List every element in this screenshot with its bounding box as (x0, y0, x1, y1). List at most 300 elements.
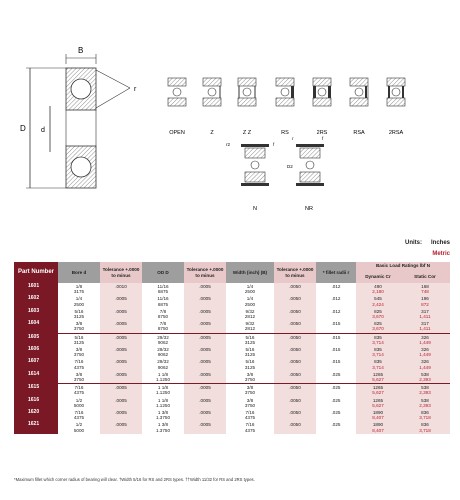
cell-od-inch: 7/8 (159, 321, 167, 327)
cell-dynamic (356, 295, 400, 307)
cell-od (142, 397, 184, 409)
cell-tol-od: .0005 (184, 333, 226, 346)
cell-bore (58, 384, 100, 397)
cell-static-inch: 196 (421, 296, 429, 302)
cell-bore (58, 283, 100, 295)
cell-tol-od: .0005 (184, 409, 226, 421)
cell-width-inch: 7/16 (245, 410, 255, 416)
cell-bore-inch: 7/16 (74, 385, 84, 391)
cell-dynamic (356, 397, 400, 409)
cell-static-inch: 326 (421, 334, 429, 340)
seal-label-rsa: RSA (353, 130, 365, 136)
cell-od (142, 283, 184, 295)
cell-width-metric: 3750 (244, 390, 256, 396)
table-row (14, 358, 450, 370)
seal-label-2rs: 2RS (316, 130, 328, 136)
table-row (14, 283, 450, 295)
cell-bore-inch: 7/16 (74, 410, 84, 416)
dim-r-label: r (134, 86, 137, 93)
cell-tol-bore: .0005 (100, 333, 142, 346)
cell-static (400, 397, 450, 409)
col-bore: Bore d (58, 262, 100, 283)
seal-z (203, 78, 221, 106)
cell-part: 1605 (14, 333, 58, 346)
cell-width (226, 384, 274, 397)
col-part: Part Number (14, 262, 58, 283)
cell-static (400, 409, 450, 421)
cell-fillet: .025 (316, 384, 356, 397)
cell-bore (58, 358, 100, 370)
cell-bore (58, 333, 100, 346)
cell-dynamic (356, 421, 400, 433)
cell-dynamic-inch: 545 (374, 296, 382, 302)
cell-part: 1604 (14, 320, 58, 333)
cell-tol-bore: .0005 (100, 384, 142, 397)
cell-bore-inch: 3/8 (75, 371, 83, 377)
cell-static-inch: 538 (421, 385, 429, 391)
cell-part: 1615 (14, 384, 58, 397)
cell-static-metric: 3,718 (419, 415, 431, 421)
cell-width-metric: 2812 (244, 314, 256, 320)
cell-width-metric: 2812 (244, 326, 256, 332)
cell-tol-od: .0005 (184, 295, 226, 307)
cell-dynamic (356, 283, 400, 295)
cell-tol-width: .0050 (274, 397, 316, 409)
cell-od-metric: 6875 (157, 301, 169, 307)
cell-bore (58, 346, 100, 358)
cell-dynamic-metric: 5,627 (372, 390, 384, 396)
table-row (14, 295, 450, 307)
nr-r-label: r (292, 136, 294, 141)
cell-fillet: .015 (331, 359, 341, 365)
cell-tol-od: .0005 (184, 421, 226, 433)
cell-tol-od: .0005 (184, 384, 226, 397)
cell-od-inch: 1 3/8 (157, 422, 169, 428)
cell-dynamic-metric: 3,714 (372, 364, 384, 370)
cell-tol-width: .0050 (274, 333, 316, 346)
cell-part: 1614 (14, 371, 58, 384)
snap-ring-nr (287, 136, 324, 212)
table-row (14, 308, 450, 320)
cell-width-inch: 5/16 (245, 359, 255, 365)
cell-dynamic-inch: 825 (374, 308, 382, 314)
cell-bore-metric: 3125 (73, 339, 85, 345)
cell-width-inch: 9/32 (245, 321, 255, 327)
table-row (14, 421, 450, 433)
cell-od-metric: 1.1250 (155, 390, 171, 396)
cell-static-metric: 2,393 (419, 390, 431, 396)
cell-static-inch: 538 (421, 371, 429, 377)
dim-d-label: d (41, 127, 45, 134)
cell-width (226, 371, 274, 384)
cell-static-metric: 1,449 (419, 364, 431, 370)
col-width: Width (inch) (B) (226, 262, 274, 283)
nr-f-label: f (322, 136, 324, 141)
cell-bore-inch: 5/16 (74, 334, 84, 340)
cell-dynamic-metric: 3,670 (372, 314, 384, 320)
cell-bore-inch: 7/16 (74, 359, 84, 365)
cell-od-inch: 1 1/8 (157, 385, 169, 391)
cell-dynamic (356, 333, 400, 346)
cell-dynamic (356, 371, 400, 384)
cell-od (142, 384, 184, 397)
cell-part: 1621 (14, 421, 58, 433)
cell-width-metric: 2500 (244, 289, 256, 295)
cell-bore-metric: 2500 (73, 301, 85, 307)
seal-label-rs: RS (281, 130, 289, 136)
cell-od-inch: 29/32 (157, 347, 169, 353)
cell-tol-bore: .0005 (100, 371, 142, 384)
cell-dynamic (356, 346, 400, 358)
cell-dynamic-metric: 8,407 (372, 427, 384, 433)
cell-od-metric: 6875 (157, 289, 169, 295)
cell-bore (58, 409, 100, 421)
cell-static-metric: 748 (421, 289, 429, 295)
units-metric: Metric (432, 251, 450, 257)
cell-od-metric: 9062 (157, 352, 169, 358)
cell-od-metric: 1.1250 (155, 377, 171, 383)
cell-tol-width: .0050 (274, 346, 316, 358)
cell-width (226, 346, 274, 358)
cell-tol-od: .0005 (184, 397, 226, 409)
cell-static (400, 384, 450, 397)
cell-od-metric: 1.1250 (155, 402, 171, 408)
cell-od (142, 421, 184, 433)
cell-bore-metric: 4375 (73, 415, 85, 421)
cell-fillet: .015 (316, 333, 356, 346)
cell-bore-metric: 5000 (73, 427, 85, 433)
cell-tol-bore: .0005 (100, 409, 142, 421)
cell-tol-width: .0050 (274, 421, 316, 433)
cell-static-inch: 326 (421, 359, 429, 365)
cell-static-metric: 2,393 (419, 377, 431, 383)
cell-static (400, 308, 450, 320)
cell-dynamic-inch: 1265 (372, 385, 384, 391)
col-tol-width: Tolerance +.0000 to minus (274, 262, 316, 283)
seal-2rs (313, 78, 331, 106)
cell-static-metric: 1,411 (419, 326, 431, 332)
cell-width-inch: 7/16 (245, 422, 255, 428)
col-tol-bore: Tolerance +.0000 to minus (100, 262, 142, 283)
cell-bore-inch: 3/8 (75, 321, 83, 327)
cell-dynamic-inch: 825 (374, 321, 382, 327)
cell-fillet: .012 (331, 308, 341, 314)
cell-fillet: .025 (331, 410, 341, 416)
cell-static (400, 333, 450, 346)
cell-bore-metric: 3750 (73, 326, 85, 332)
cell-static (400, 295, 450, 307)
cell-static-metric: 872 (421, 301, 429, 307)
cell-dynamic-inch: 835 (374, 334, 382, 340)
cell-static-inch: 168 (421, 284, 429, 289)
cell-part: 1601 (14, 283, 58, 295)
cell-tol-od: .0005 (184, 346, 226, 358)
cell-static (400, 320, 450, 333)
cell-dynamic-inch: 1890 (372, 410, 384, 416)
cell-part: 1616 (14, 397, 58, 409)
cell-bore (58, 397, 100, 409)
cell-od-inch: 29/32 (157, 334, 169, 340)
cell-tol-width: .0050 (274, 358, 316, 370)
cell-tol-bore: .0005 (100, 358, 142, 370)
cell-dynamic-metric: 5,627 (372, 402, 384, 408)
cell-static (400, 371, 450, 384)
cell-od-inch: 1 1/8 (157, 397, 169, 403)
cell-od (142, 333, 184, 346)
cell-dynamic-inch: 835 (374, 347, 382, 353)
cell-width-inch: 5/16 (245, 347, 255, 353)
cell-tol-bore: .0005 (100, 308, 142, 320)
cell-width-metric: 2500 (244, 301, 256, 307)
cell-od-metric: 1.3750 (155, 427, 171, 433)
cell-fillet: .025 (331, 371, 341, 377)
col-dynamic: Dynamic Cr (356, 270, 400, 283)
cell-od-inch: 11/16 (157, 296, 169, 302)
cell-tol-bore: .0005 (100, 295, 142, 307)
cell-od-metric: 8750 (157, 314, 169, 320)
cell-width (226, 358, 274, 370)
cell-od-inch: 7/8 (159, 308, 167, 314)
seal-rsa (350, 78, 368, 106)
cell-tol-od: .0005 (184, 320, 226, 333)
cell-tol-width: .0050 (274, 371, 316, 384)
cell-fillet: .025 (331, 397, 341, 403)
cell-dynamic-metric: 5,627 (372, 377, 384, 383)
cell-bore-metric: 3125 (73, 314, 85, 320)
cell-static-inch: 836 (421, 422, 429, 428)
cell-tol-width: .0050 (274, 409, 316, 421)
cell-bore-inch: 1/8 (75, 284, 83, 289)
cell-bore (58, 320, 100, 333)
cell-dynamic-inch: 1265 (372, 371, 384, 377)
cell-width (226, 409, 274, 421)
cell-static-inch: 836 (421, 410, 429, 416)
seal-label-zz: Z Z (242, 130, 252, 136)
seal-label-2rsa: 2RSA (388, 130, 404, 136)
cell-part: 1603 (14, 308, 58, 320)
cell-tol-width: .0050 (274, 320, 316, 333)
cell-bore (58, 295, 100, 307)
cell-width-inch: 1/4 (246, 296, 254, 302)
cell-static (400, 358, 450, 370)
cell-dynamic (356, 358, 400, 370)
cell-dynamic-inch: 1890 (372, 422, 384, 428)
cell-width-inch: 1/4 (246, 284, 254, 289)
cell-bore-metric: 4375 (73, 390, 85, 396)
units-inches: Inches (430, 240, 450, 246)
table-row (14, 384, 450, 397)
cell-width-metric: 3125 (244, 364, 256, 370)
cell-static (400, 421, 450, 433)
cell-part: 1607 (14, 358, 58, 370)
cell-bore-metric: 3750 (73, 352, 85, 358)
cell-fillet: .012 (331, 284, 341, 289)
cell-tol-od: .0005 (184, 308, 226, 320)
cell-width-metric: 3750 (244, 402, 256, 408)
cell-dynamic-inch: 835 (374, 359, 382, 365)
cell-od-inch: 29/32 (157, 359, 169, 365)
cell-dynamic (356, 320, 400, 333)
nr-d2-label: D2 (287, 164, 293, 169)
cell-width-inch: 5/16 (245, 334, 255, 340)
cell-width-inch: 3/8 (246, 397, 254, 403)
seal-zz (238, 78, 256, 106)
n-label: N (253, 206, 257, 212)
table-row (14, 371, 450, 384)
col-ratings: Basic Load Ratings lbf N (356, 262, 450, 270)
cell-part: 1606 (14, 346, 58, 358)
cell-dynamic-metric: 3,714 (372, 339, 384, 345)
cell-fillet: .015 (331, 321, 341, 327)
cell-bore (58, 421, 100, 433)
bearing-spec-table (14, 262, 450, 434)
cell-tol-width: .0050 (274, 283, 316, 295)
cell-width (226, 295, 274, 307)
cell-part: 1620 (14, 409, 58, 421)
cell-static (400, 283, 450, 295)
cell-static-metric: 1,411 (419, 314, 431, 320)
cell-tol-bore: .0010 (100, 283, 142, 295)
bearing-diagram (0, 0, 460, 240)
cell-tol-bore: .0005 (100, 346, 142, 358)
cell-tol-width: .0050 (274, 384, 316, 397)
table-row (14, 397, 450, 409)
cell-dynamic (356, 409, 400, 421)
cell-od (142, 358, 184, 370)
seal-rs (276, 78, 294, 106)
table-row (14, 346, 450, 358)
cell-width-inch: 3/8 (246, 371, 254, 377)
cell-bore-inch: 5/16 (74, 308, 84, 314)
n-f-label: f (273, 142, 275, 147)
cell-od (142, 308, 184, 320)
cell-static (400, 346, 450, 358)
cell-tol-width: .0050 (274, 308, 316, 320)
cell-od (142, 409, 184, 421)
units-label: Units: (404, 240, 422, 246)
cell-bore-inch: 3/8 (75, 347, 83, 353)
cell-bore-metric: 5000 (73, 402, 85, 408)
cell-tol-od: .0005 (184, 283, 226, 295)
cell-dynamic-metric: 8,407 (372, 415, 384, 421)
cell-static-inch: 317 (421, 308, 429, 314)
cell-width-metric: 3125 (244, 352, 256, 358)
cell-tol-bore: .0005 (100, 421, 142, 433)
table-row (14, 409, 450, 421)
cell-width-metric: 4375 (244, 415, 256, 421)
seal-type-row (168, 78, 405, 106)
seal-2rsa (387, 78, 405, 106)
cell-width-inch: 3/8 (246, 385, 254, 391)
cell-width-metric: 4375 (244, 427, 256, 433)
cell-bore (58, 308, 100, 320)
cell-width-metric: 3750 (244, 377, 256, 383)
cell-od (142, 371, 184, 384)
col-od: OD D (142, 262, 184, 283)
cell-od-metric: 9062 (157, 364, 169, 370)
cell-od-metric: 9062 (157, 339, 169, 345)
cell-tol-bore: .0005 (100, 397, 142, 409)
cell-dynamic-inch: 1265 (372, 397, 384, 403)
cell-tol-od: .0005 (184, 358, 226, 370)
cell-fillet: .012 (331, 296, 341, 302)
cell-static-inch: 538 (421, 397, 429, 403)
table-row (14, 320, 450, 333)
cell-width (226, 283, 274, 295)
cell-tol-od: .0005 (184, 371, 226, 384)
nr-label: NR (305, 206, 313, 212)
cell-bore-metric: 3750 (73, 377, 85, 383)
cell-width-inch: 9/32 (245, 308, 255, 314)
cell-dynamic (356, 308, 400, 320)
seal-label-z: Z (210, 130, 214, 136)
cell-fillet: .015 (331, 347, 341, 353)
cell-od (142, 346, 184, 358)
cell-part: 1602 (14, 295, 58, 307)
cell-static-inch: 326 (421, 347, 429, 353)
cell-width (226, 308, 274, 320)
cell-tol-width: .0050 (274, 295, 316, 307)
snap-ring-n (226, 142, 275, 212)
cell-od-inch: 11/16 (157, 284, 169, 289)
cell-width (226, 421, 274, 433)
seal-label-open: OPEN (169, 130, 185, 136)
cell-static-metric: 1,449 (419, 352, 431, 358)
footnote: *Maximum fillet which corner radius of bearing will clear. †Width 5/16 for RS and 2RS types. ††Width 11/32 for RS and 2RS types. (14, 477, 255, 482)
n-r2-label: r2 (226, 142, 231, 147)
cell-od-metric: 1.3750 (155, 415, 171, 421)
cell-od (142, 320, 184, 333)
cell-dynamic-inch: 490 (374, 284, 382, 289)
dim-D-label: D (20, 124, 26, 133)
cell-od-inch: 1 1/8 (157, 371, 169, 377)
cell-dynamic-metric: 2,180 (372, 289, 384, 295)
cell-bore (58, 371, 100, 384)
col-static: Static Cor (400, 270, 450, 283)
col-fillet: * fillet radii r (316, 262, 356, 283)
cell-fillet: .025 (331, 422, 341, 428)
cell-static-metric: 2,393 (419, 402, 431, 408)
dim-B-label: B (78, 46, 84, 55)
cell-dynamic (356, 384, 400, 397)
cell-static-metric: 3,718 (419, 427, 431, 433)
units-legend (405, 238, 450, 260)
seal-open (168, 78, 186, 106)
col-tol-od: Tolerance +.0000 to minus (184, 262, 226, 283)
cell-bore-inch: 1/4 (75, 296, 83, 302)
cell-bore-metric: 3175 (73, 289, 85, 295)
cell-width (226, 320, 274, 333)
seal-type-labels (169, 130, 403, 136)
cell-width (226, 333, 274, 346)
cell-width (226, 397, 274, 409)
table-row (14, 333, 450, 346)
cell-od (142, 295, 184, 307)
cell-dynamic-metric: 2,424 (372, 301, 384, 307)
cell-bore-metric: 4375 (73, 364, 85, 370)
cell-static-metric: 1,449 (419, 339, 431, 345)
cell-tol-bore: .0005 (100, 320, 142, 333)
cell-width-metric: 3125 (244, 339, 256, 345)
cell-bore-inch: 1/2 (75, 422, 83, 428)
cross-section-main (20, 46, 137, 188)
cell-dynamic-metric: 3,714 (372, 352, 384, 358)
cell-static-inch: 317 (421, 321, 429, 327)
cell-od-inch: 1 3/8 (157, 410, 169, 416)
cell-dynamic-metric: 3,670 (372, 326, 384, 332)
cell-bore-inch: 1/2 (75, 397, 83, 403)
cell-od-metric: 8750 (157, 326, 169, 332)
